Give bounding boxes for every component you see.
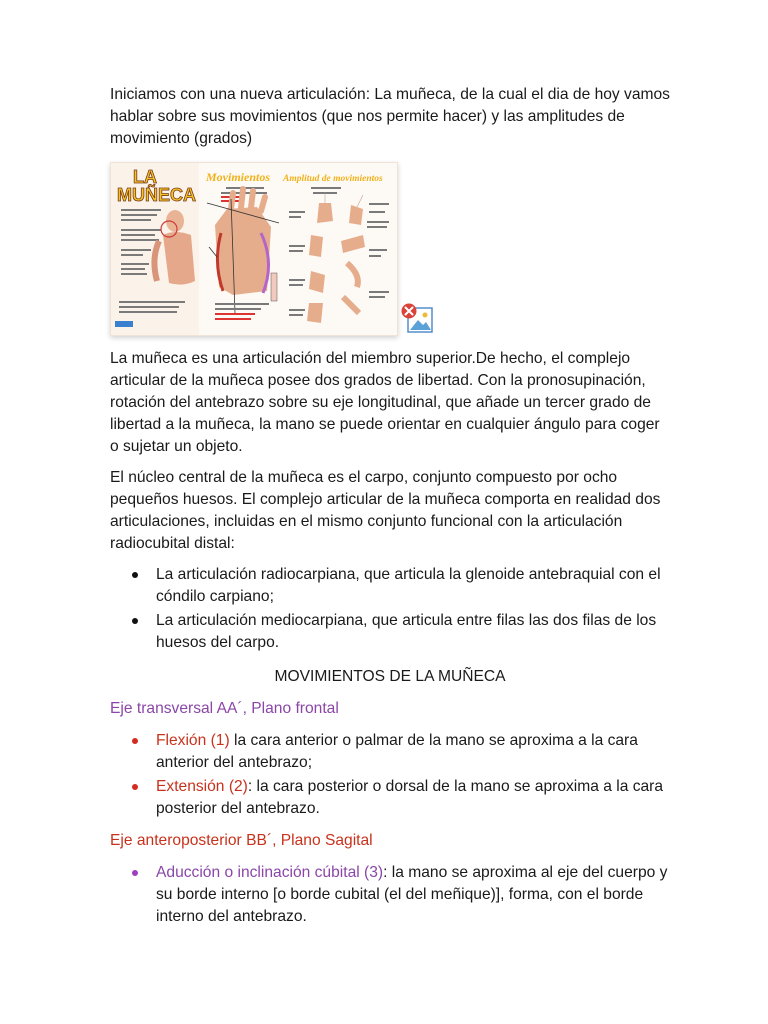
term-extension: Extensión (2)	[156, 778, 248, 795]
infographic-title-line1: LA	[133, 167, 157, 187]
infographic-header-movimientos: Movimientos	[206, 170, 271, 184]
bullet-icon	[132, 870, 138, 876]
term-aduccion: Aducción o inclinación cúbital (3)	[156, 864, 384, 881]
section-title: MOVIMIENTOS DE LA MUÑECA	[274, 668, 506, 685]
paragraph-articulacion: La muñeca es una articulación del miembro superior.De hecho, el complejo articular de la muñeca posee dos grados de libertad. Con la pronosupinación, rotación del antebrazo sobre su eje longitudinal, que añade un tercer grado de libertad a la muñeca, la mano se puede orientar en cualquier ángulo para coger o sujetar un objeto.	[110, 350, 660, 455]
infographic-illustration	[111, 163, 397, 335]
movimientos-sagital-list	[110, 862, 670, 928]
infographic-title-line2: MUÑECA	[117, 185, 196, 205]
paragraph-carpo: El núcleo central de la muñeca es el carpo, conjunto compuesto por ocho pequeños huesos. El complejo articular de la muñeca comporta en realidad dos articulaciones, incluidas en el mismo conjunto funcional con la articulación radiocubital distal:	[110, 469, 661, 552]
articulaciones-list	[110, 564, 670, 654]
term-flexion: Flexión (1)	[156, 732, 230, 749]
bullet-icon	[132, 618, 138, 624]
list-item: Flexión (1) la cara anterior o palmar de la mano se aproxima a la cara anterior del antebrazo;	[110, 730, 670, 774]
bullet-icon	[132, 572, 138, 578]
bullet-icon	[132, 738, 138, 744]
intro-paragraph: Iniciamos con una nueva articulación: La muñeca, de la cual el dia de hoy vamos hablar sobre sus movimientos (que nos permite hacer) y las amplitudes de movimiento (grados)	[110, 86, 670, 147]
broken-image-icon	[400, 302, 434, 334]
wrist-infographic	[110, 162, 398, 336]
bullet-icon	[132, 784, 138, 790]
infographic-header-amplitud: Amplitud de movimientos	[283, 174, 383, 184]
list-item: Extensión (2): la cara posterior o dorsal de la mano se aproxima a la cara posterior del antebrazo.	[110, 776, 670, 820]
document-page	[110, 84, 670, 938]
heading-eje-transversal: Eje transversal AA´, Plano frontal	[110, 700, 339, 717]
heading-eje-anteroposterior: Eje anteroposterior BB´, Plano Sagital	[110, 832, 373, 849]
list-item: Aducción o inclinación cúbital (3): la mano se aproxima al eje del cuerpo y su borde interno [o borde cubital (el del meñique)], forma, con el borde interno del antebrazo.	[110, 862, 670, 928]
movimientos-frontal-list	[110, 730, 670, 820]
infographic-figure	[110, 162, 440, 338]
list-item: La articulación radiocarpiana, que articula la glenoide antebraquial con el cóndilo carpiano;	[110, 564, 670, 608]
list-item: La articulación mediocarpiana, que articula entre filas las dos filas de los huesos del carpo.	[110, 610, 670, 654]
